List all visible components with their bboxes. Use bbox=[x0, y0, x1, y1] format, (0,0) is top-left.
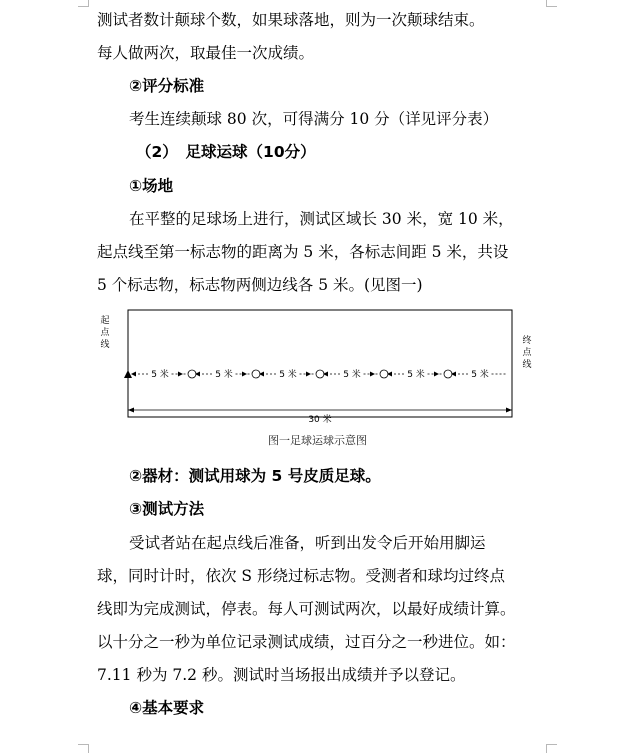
page-corner-mark bbox=[78, 0, 89, 7]
section-heading: （2） 足球运球（10分） bbox=[136, 143, 316, 161]
arrow-right-icon bbox=[242, 372, 247, 377]
basic-heading: ④基本要求 bbox=[129, 699, 205, 717]
paragraph-line: 每人做两次，取最佳一次成绩。 bbox=[97, 44, 315, 62]
cone-marker-icon bbox=[444, 370, 452, 378]
segment-distance-label: 5 米 bbox=[343, 370, 361, 380]
cone-marker-icon bbox=[188, 370, 196, 378]
arrow-right-icon bbox=[306, 372, 311, 377]
start-line-label-char: 线 bbox=[100, 340, 110, 350]
venue-heading: ①场地 bbox=[129, 177, 174, 195]
start-line-label-char: 起 bbox=[100, 316, 110, 326]
scoring-text: 考生连续颠球 80 次，可得满分 10 分（详见评分表） bbox=[129, 110, 499, 128]
dribble-course-diagram bbox=[95, 305, 545, 455]
scoring-heading: ②评分标准 bbox=[129, 77, 205, 95]
method-line: 7.11 秒为 7.2 秒。测试时当场报出成绩并予以登记。 bbox=[97, 666, 466, 684]
figure-caption: 图一足球运球示意图 bbox=[268, 434, 367, 447]
start-line-label-char: 点 bbox=[100, 328, 110, 338]
cone-marker-icon bbox=[316, 370, 324, 378]
course-boundary bbox=[128, 310, 512, 417]
cone-marker-icon bbox=[380, 370, 388, 378]
finish-line-label-char: 终 bbox=[522, 336, 532, 346]
finish-line-label-char: 线 bbox=[522, 360, 532, 370]
equipment-text: ②器材：测试用球为 5 号皮质足球。 bbox=[129, 467, 381, 485]
method-line: 线即为完成测试，停表。每人可测试两次，以最好成绩计算。 bbox=[97, 600, 516, 618]
segment-distance-label: 5 米 bbox=[279, 370, 297, 380]
cone-marker-icon bbox=[252, 370, 260, 378]
venue-line: 5 个标志物，标志物两侧边线各 5 米。(见图一) bbox=[97, 276, 423, 294]
arrow-right-icon bbox=[370, 372, 375, 377]
arrow-right-icon bbox=[506, 408, 512, 413]
method-line: 以十分之一秒为单位记录测试成绩，过百分之一秒进位。如： bbox=[97, 633, 516, 651]
paragraph-line: 测试者数计颠球个数，如果球落地，则为一次颠球结束。 bbox=[97, 11, 485, 29]
segment-distance-label: 5 米 bbox=[471, 370, 489, 380]
venue-line: 起点线至第一标志物的距离为 5 米，各标志间距 5 米，共设 bbox=[97, 243, 509, 261]
page-corner-mark bbox=[546, 0, 557, 7]
segment-distance-label: 5 米 bbox=[215, 370, 233, 380]
method-line: 受试者站在起点线后准备，听到出发令后开始用脚运 bbox=[129, 534, 486, 552]
total-length-label: 30 米 bbox=[308, 415, 332, 425]
segment-distance-label: 5 米 bbox=[407, 370, 425, 380]
arrow-left-icon bbox=[131, 372, 136, 377]
finish-line-label-char: 点 bbox=[522, 348, 532, 358]
arrow-right-icon bbox=[178, 372, 183, 377]
method-heading: ③测试方法 bbox=[129, 500, 205, 518]
diagram-svg bbox=[95, 305, 545, 430]
start-marker-icon bbox=[124, 370, 132, 378]
arrow-right-icon bbox=[434, 372, 439, 377]
arrow-left-icon bbox=[128, 408, 134, 413]
segment-distance-label: 5 米 bbox=[151, 370, 169, 380]
venue-line: 在平整的足球场上进行，测试区域长 30 米，宽 10 米， bbox=[129, 210, 514, 228]
method-line: 球，同时计时，依次 S 形绕过标志物。受测者和球均过终点 bbox=[97, 567, 505, 585]
